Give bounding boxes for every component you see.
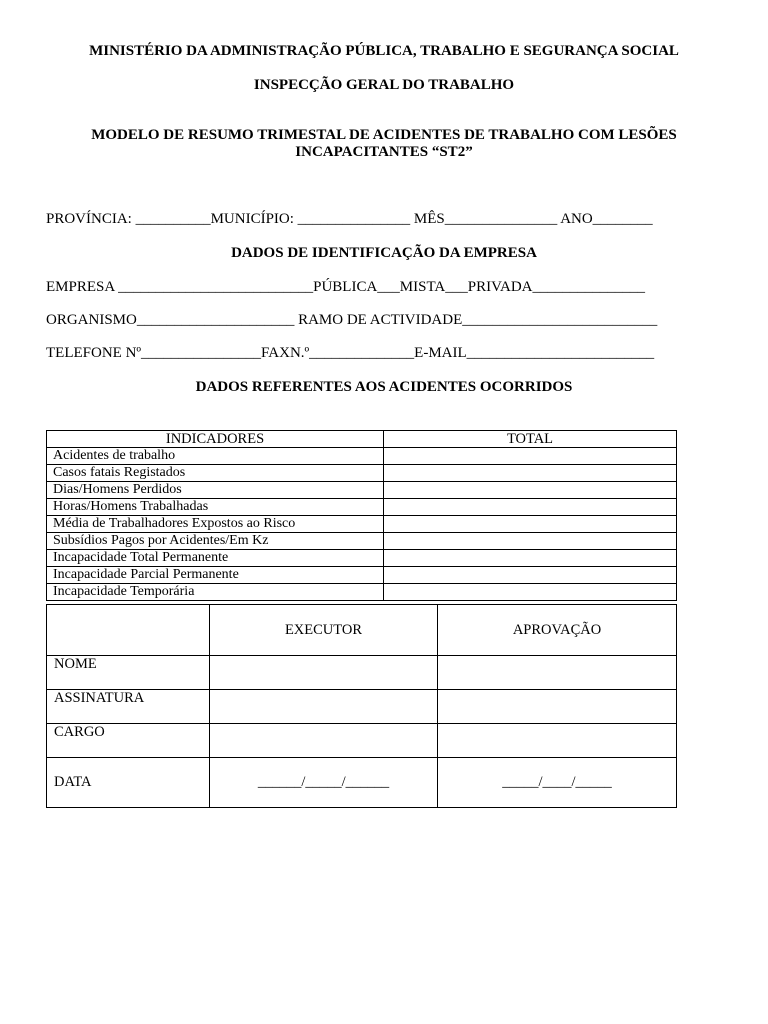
location-line[interactable]: PROVÍNCIA: __________MUNICÍPIO: _______________ MÊS_______________ ANO________ — [46, 211, 653, 227]
table-row — [47, 533, 677, 550]
indicator-label: Horas/Homens Trabalhadas — [47, 499, 384, 516]
form-title-line2: INCAPACITANTES “ST2” — [295, 144, 473, 160]
accidents-section-heading: DADOS REFERENTES AOS ACIDENTES OCORRIDOS — [195, 379, 573, 395]
total-cell[interactable] — [384, 465, 677, 482]
table-row — [47, 482, 677, 499]
total-cell[interactable] — [384, 448, 677, 465]
total-cell[interactable] — [384, 499, 677, 516]
indicators-column-header: INDICADORES — [47, 431, 384, 448]
company-section-heading: DADOS DE IDENTIFICAÇÃO DA EMPRESA — [231, 245, 537, 261]
signature-row-name — [47, 656, 677, 690]
table-row — [47, 567, 677, 584]
approval-name-cell[interactable] — [438, 656, 677, 690]
total-cell[interactable] — [384, 550, 677, 567]
signature-row-position — [47, 724, 677, 758]
indicator-label: Incapacidade Temporária — [47, 584, 384, 601]
signature-label: ASSINATURA — [47, 690, 210, 724]
ministry-heading: MINISTÉRIO DA ADMINISTRAÇÃO PÚBLICA, TRABALHO E SEGURANÇA SOCIAL — [89, 43, 679, 59]
signature-corner-cell — [47, 605, 210, 656]
indicator-label: Incapacidade Parcial Permanente — [47, 567, 384, 584]
executor-name-cell[interactable] — [210, 656, 438, 690]
contact-line[interactable]: TELEFONE Nº________________FAXN.º______________E-MAIL_________________________ — [46, 345, 655, 361]
approval-date-field[interactable]: _____/____/_____ — [438, 758, 677, 808]
executor-position-cell[interactable] — [210, 724, 438, 758]
indicators-header-row — [47, 431, 677, 448]
approval-position-cell[interactable] — [438, 724, 677, 758]
signature-row-date — [47, 758, 677, 808]
indicator-label: Incapacidade Total Permanente — [47, 550, 384, 567]
total-cell[interactable] — [384, 482, 677, 499]
inspection-heading: INSPECÇÃO GERAL DO TRABALHO — [253, 77, 515, 93]
approval-signature-cell[interactable] — [438, 690, 677, 724]
total-column-header: TOTAL — [384, 431, 677, 448]
company-line[interactable]: EMPRESA __________________________PÚBLICA___MISTA___PRIVADA_______________ — [46, 279, 645, 295]
total-cell[interactable] — [384, 516, 677, 533]
signature-row-signature — [47, 690, 677, 724]
table-row — [47, 584, 677, 601]
indicator-label: Acidentes de trabalho — [47, 448, 384, 465]
signature-header-row — [47, 605, 677, 656]
name-label: NOME — [47, 656, 210, 690]
executor-header: EXECUTOR — [210, 605, 438, 656]
table-row — [47, 550, 677, 567]
table-row — [47, 499, 677, 516]
position-label: CARGO — [47, 724, 210, 758]
total-cell[interactable] — [384, 567, 677, 584]
indicator-label: Casos fatais Registados — [47, 465, 384, 482]
table-row — [47, 516, 677, 533]
indicator-label: Subsídios Pagos por Acidentes/Em Kz — [47, 533, 384, 550]
indicator-label: Média de Trabalhadores Expostos ao Risco — [47, 516, 384, 533]
executor-signature-cell[interactable] — [210, 690, 438, 724]
total-cell[interactable] — [384, 533, 677, 550]
indicators-table — [46, 430, 677, 601]
form-title-line1: MODELO DE RESUMO TRIMESTAL DE ACIDENTES DE TRABALHO COM LESÕES — [91, 127, 677, 143]
indicator-label: Dias/Homens Perdidos — [47, 482, 384, 499]
signature-table — [46, 604, 677, 808]
approval-header: APROVAÇÃO — [438, 605, 677, 656]
date-label: DATA — [47, 758, 210, 808]
total-cell[interactable] — [384, 584, 677, 601]
organism-line[interactable]: ORGANISMO_____________________ RAMO DE ACTIVIDADE__________________________ — [46, 312, 658, 328]
table-row — [47, 448, 677, 465]
table-row — [47, 465, 677, 482]
executor-date-field[interactable]: ______/_____/______ — [210, 758, 438, 808]
